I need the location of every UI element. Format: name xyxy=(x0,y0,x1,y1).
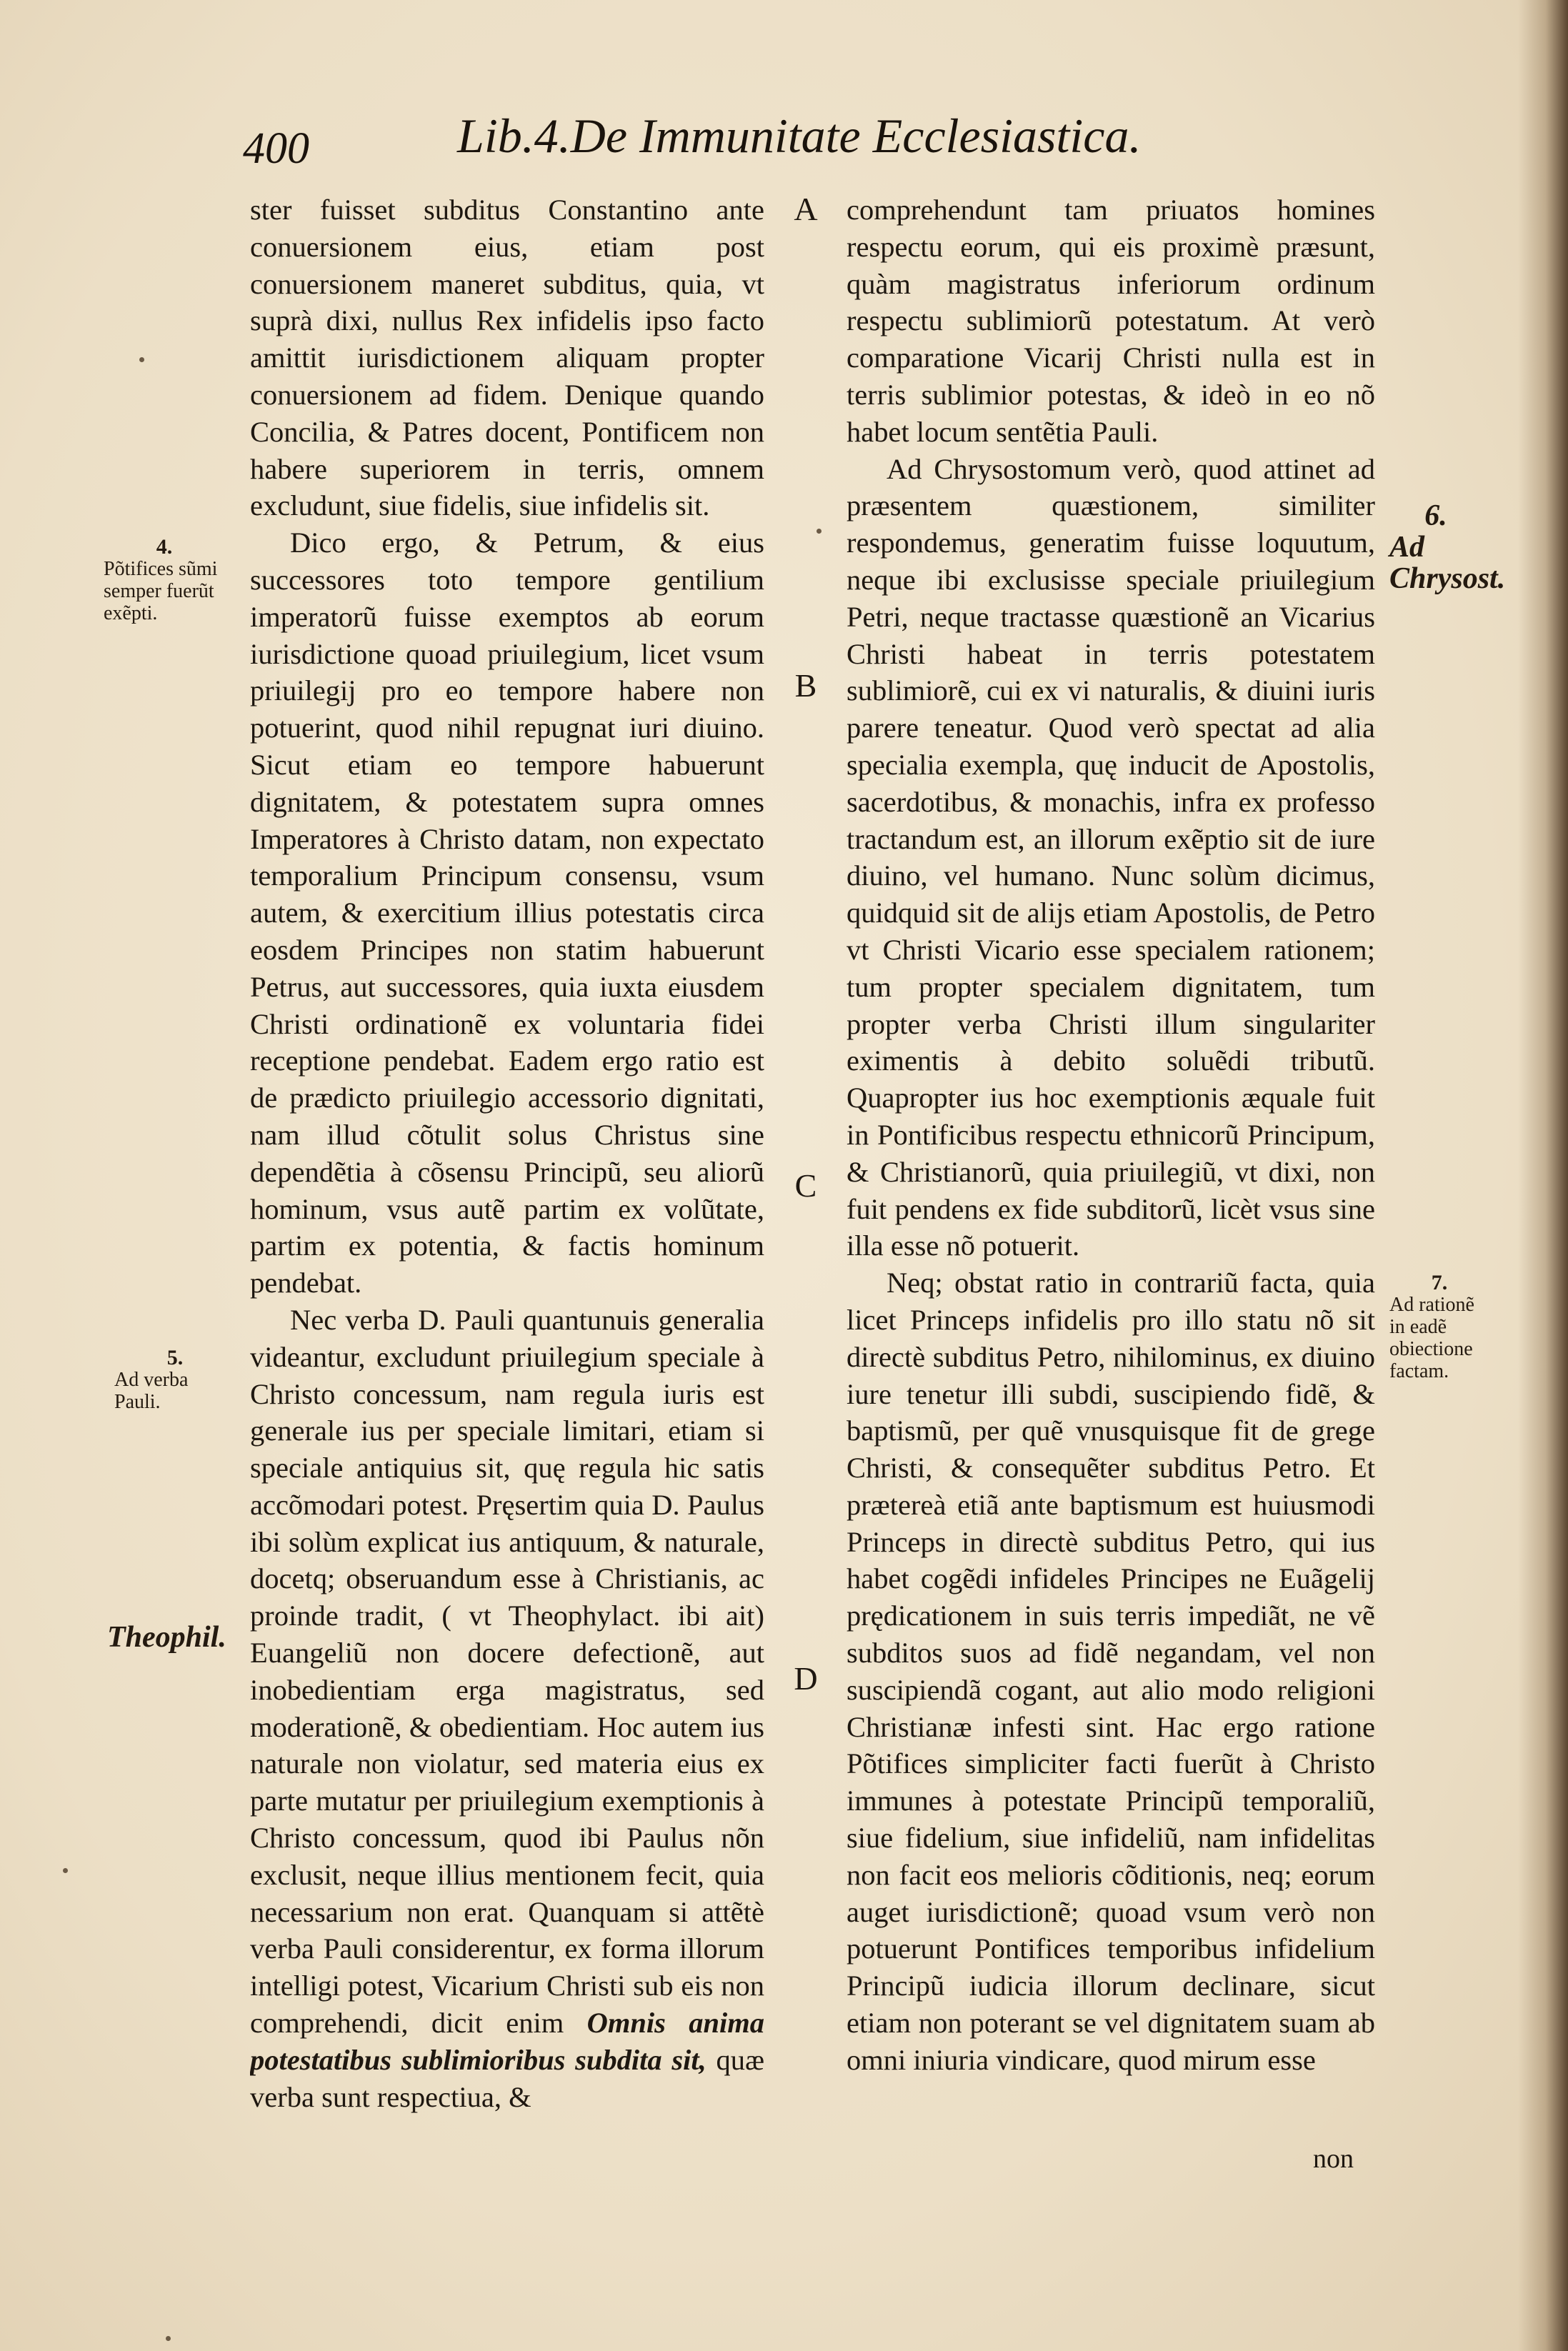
section-letter-c: C xyxy=(794,1167,817,1204)
margin-note-5-number: 5. xyxy=(166,1346,184,1369)
margin-note-6-number: 6. xyxy=(1424,499,1447,532)
margin-note-7-text: Ad rationẽ in eadẽ obiectione factam. xyxy=(1389,1294,1474,1382)
margin-note-6-text: Ad Chrysost. xyxy=(1389,531,1506,595)
margin-note-4-text: Põtifices sũmi semper fuerũt exẽpti. xyxy=(104,558,218,624)
paper-speck xyxy=(817,529,822,534)
margin-note-5 xyxy=(114,1347,236,1413)
right-column xyxy=(847,191,1375,2170)
margin-note-theophil: Theophil. xyxy=(107,1621,226,1654)
pauline-quote: Omnis anima potestatibus sublimioribus subdita sit, xyxy=(250,2007,764,2076)
right-paragraph-3: Neq; obstat ratio in contrariũ facta, quia licet Princeps infidelis pro illo statu nõ sit directè subditus Petro, nihilominus, ex diuino iure tenetur illi subdi, suscipiendo fidẽ, & baptismũ, per quẽ vnusquisque fit de grege Christi, & consequẽter subditus Petro. Et prætereà etiã ante baptismum est huiusmodi Princeps in directè subditus Petro, qui ius habet cogẽdi infideles Principes ne Euãgelij prędicationem in suis terris impediãt, ne vẽ subditos suos ad fidẽ negandam, vel non suscipiendã cogant, aut alio modo religioni Christianæ infesti sint. Hac ergo ratione Põtifices simpliciter facti fuerũt à Christo immunes à potestate Principũ temporaliũ, siue fidelium, siue infideliũ, nam infidelitas non facit eos melioris cõditionis, neq; eorum auget iurisdictionẽ; quoad vsum verò non potuerunt Pontifices temporibus infidelium Principũ iudicia illorum declinare, sicut etiam non poterant se vel dignitatem suam ab omni iniuria vindicare, quod mirum esse xyxy=(847,1267,1375,2076)
page-number: 400 xyxy=(243,124,309,173)
section-letter-a: A xyxy=(794,191,818,227)
section-letter-b: B xyxy=(794,667,817,704)
right-paragraph-2: Ad Chrysostomum verò, quod attinet ad præsentem quæstionem, similiter respondemus, generatim fuisse loquutum, neque ibi exclusisse speciale priuilegium Petri, neque tractasse quæstionẽ an Vicarius Christi habeat in terris potestatem sublimiorẽ, cui ex vi naturalis, & diuini iuris parere teneatur. Quod verò spectat ad alia specialia exempla, quę inducit de Apostolis, sacerdotibus, & monachis, infra ex professo tractandum est, an illorum exẽptio sit de iure diuino, vel humano. Nunc solùm dicimus, quidquid sit de alijs etiam Apostolis, de Petro vt Christi Vicario esse specialem rationem; tum propter specialem dignitatem, tum propter verba Christi illum singulariter eximentis à debito soluẽdi tributũ. Quapropter ius hoc exemptionis æquale fuit in Pontificibus respectu ethnicorũ Principum, & Christianorũ, quia priuilegiũ, vt dixi, non fuit pendens ex fide subditorũ, licèt vsus sine illa esse nõ potuerit. xyxy=(847,452,1375,1262)
paper-speck xyxy=(139,357,144,362)
margin-note-6 xyxy=(1389,499,1506,595)
margin-note-4-number: 4. xyxy=(156,535,173,559)
page-header xyxy=(243,107,1186,173)
left-paragraph-1: ster fuisset subditus Constantino ante conuersionem eius, etiam post conuersionem maneret subditus, quia, vt suprà dixi, nullus Rex infidelis ipso facto amittit iurisdictionem aliquam propter conuersionem ad fidem. Denique quando Concilia, & Patres docent, Pontificem non habere superiorem in terris, omnem excludunt, siue fidelis, siue infidelis sit. xyxy=(250,194,764,522)
right-paragraph-1: comprehendunt tam priuatos homines respectu eorum, qui eis proximè præsunt, quàm magistratus inferiorum ordinum respectu sublimiorũ potestatum. At verò comparatione Vicarij Christi nulla est in terris sublimior potestas, & ideò in eo nõ habet locum sentẽtia Pauli. xyxy=(847,194,1375,448)
margin-note-7 xyxy=(1389,1272,1489,1382)
paper-speck xyxy=(166,2336,171,2341)
left-column xyxy=(250,191,764,2170)
left-paragraph-3-text: Nec verba D. Pauli quantunuis generalia videantur, excludunt priuilegium speciale à Christo concessum, nam regula iuris est generale ius per speciale limitari, etiam si speciale antiquius sit, quę regula hic satis accõmodari potest. Pręsertim quia D. Paulus ibi solùm explicat ius antiquum, & naturale, docetq; obseruandum esse à Christianis, ac proinde tradit, ( vt Theophylact. ibi ait) Euangeliũ non docere defectionẽ, aut inobedientiam erga magistratus, sed moderationẽ, & obedientiam. Hoc autem ius naturale non violatur, sed materia eius ex parte mutatur per priuilegium exemptionis à Christo concessum, quod ibi Paulus nõn exclusit, neque illius mentionem fecit, quia necessarium non erat. Quanquam si attẽtè verba Pauli considerentur, ex forma illorum intelligi potest, Vicarium Christi sub eis non comprehendi, dicit enim xyxy=(250,1303,764,2040)
left-paragraph-2: Dico ergo, & Petrum, & eius successores toto tempore gentilium imperatorũ fuisse exemptos ab eorum iurisdictione quoad priuilegium, licet vsum priuilegij pro eo tempore habere non potuerint, quod nihil repugnat iuri diuino. Sicut etiam eo tempore habuerunt dignitatem, & potestatem supra omnes Imperatores à Christo datam, non expectato temporalium Principum consensu, vsum autem, & exercitium illius potestatis circa eosdem Principes non statim habuerunt Petrus, aut successores, quia iuxta eiusdem Christi ordinationẽ ex voluntaria fidei receptione pendebat. Eadem ergo ratio est de prædicto priuilegio accessorio dignitati, nam illud cõtulit solus Christus sine dependẽtia à cõsensu Principũ, seu aliorũ hominum, vsus autẽ partim ex volũtate, partim ex potentia, & factis hominum pendebat. xyxy=(250,526,764,1299)
quote-tail: quæ verba sunt respectiua, & xyxy=(250,2043,764,2113)
section-letter-d: D xyxy=(794,1660,818,1697)
margin-note-7-number: 7. xyxy=(1431,1271,1448,1294)
catchword: non xyxy=(1313,2144,1354,2174)
margin-note-5-text: Ad verba Pauli. xyxy=(114,1369,189,1413)
margin-note-4 xyxy=(104,536,225,624)
paper-speck xyxy=(63,1868,68,1873)
left-paragraph-3 xyxy=(250,1302,764,2116)
running-title: Lib.4.De Immunitate Ecclesiastica. xyxy=(457,109,1142,163)
book-spine-shadow xyxy=(1518,0,1568,2351)
